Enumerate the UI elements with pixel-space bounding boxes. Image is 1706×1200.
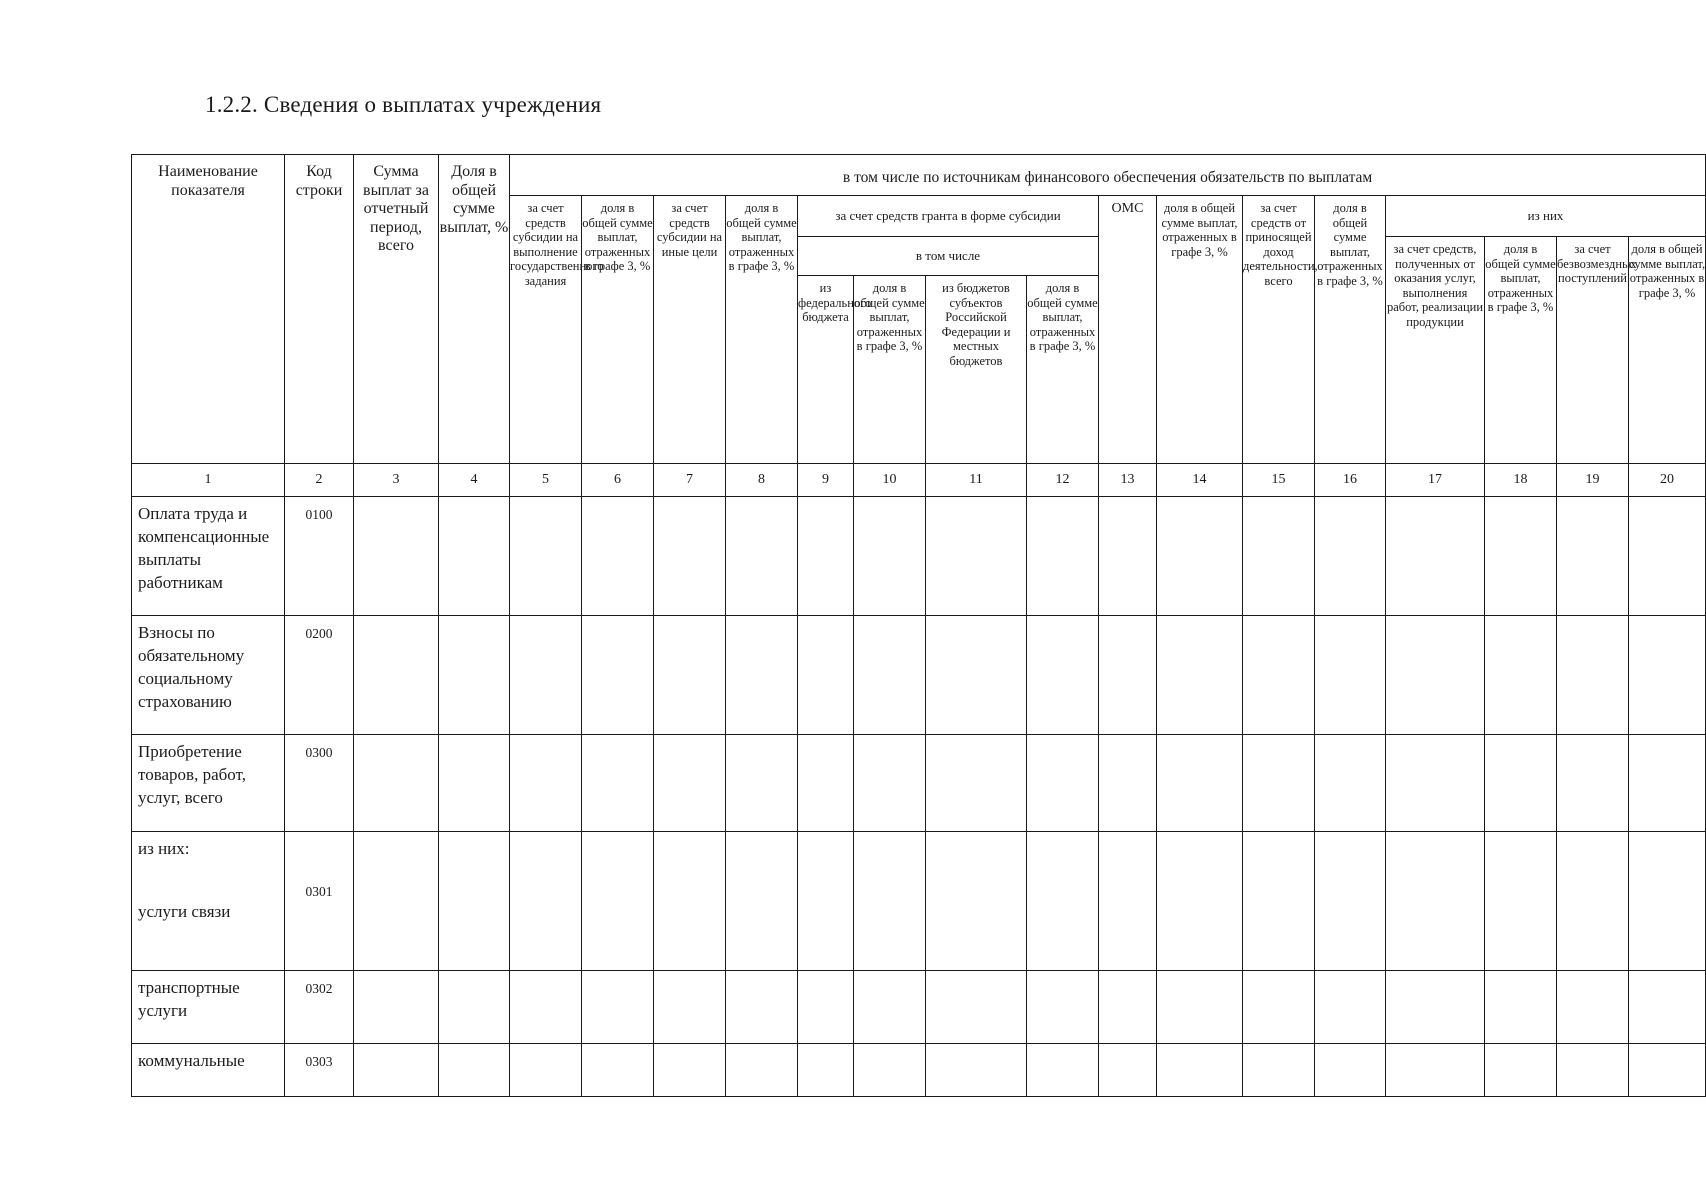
table-row — [132, 971, 1706, 1044]
column-number: 6 — [582, 464, 654, 497]
column-number: 11 — [926, 464, 1027, 497]
column-number: 20 — [1629, 464, 1706, 497]
column-number: 16 — [1315, 464, 1386, 497]
column-number: 19 — [1557, 464, 1629, 497]
column-number: 7 — [654, 464, 726, 497]
row-code: 0100 — [285, 497, 354, 616]
header-col-11: из бюджетов субъектов Российской Федерации и местных бюджетов — [926, 276, 1027, 464]
column-number: 5 — [510, 464, 582, 497]
header-col-14: доля в общей сумме выплат, отраженных в графе 3, % — [1157, 196, 1243, 464]
header-col-5: за счет средств субсидии на выполнение государственного задания — [510, 196, 582, 464]
column-number: 3 — [354, 464, 439, 497]
column-number: 13 — [1099, 464, 1157, 497]
row-code: 0301 — [285, 832, 354, 971]
table-row — [132, 497, 1706, 616]
column-number: 4 — [439, 464, 510, 497]
header-col-19: за счет безвозмездных поступлений — [1557, 237, 1629, 464]
header-col-20: доля в общей сумме выплат, отраженных в графе 3, % — [1629, 237, 1706, 464]
header-sources-group: в том числе по источникам финансового обеспечения обязательств по выплатам — [510, 155, 1706, 196]
row-name: Оплата труда и компенсационные выплаты работникам — [132, 497, 285, 616]
page-title: 1.2.2. Сведения о выплатах учреждения — [205, 92, 602, 117]
header-grant-group: за счет средств гранта в форме субсидии — [798, 196, 1099, 237]
header-of-them: из них — [1386, 196, 1706, 237]
column-number: 10 — [854, 464, 926, 497]
header-col-13: ОМС — [1099, 196, 1157, 464]
column-number: 18 — [1485, 464, 1557, 497]
header-col-15: за счет средств от приносящей доход деятельности, всего — [1243, 196, 1315, 464]
row-name: Взносы по обязательному социальному страхованию — [132, 616, 285, 735]
row-code: 0200 — [285, 616, 354, 735]
row-code: 0300 — [285, 735, 354, 832]
row-name: Приобретение товаров, работ, услуг, всего — [132, 735, 285, 832]
table-row — [132, 735, 1706, 832]
header-col-18: доля в общей сумме выплат, отраженных в графе 3, % — [1485, 237, 1557, 464]
row-code: 0302 — [285, 971, 354, 1044]
row-name-prefix: из них: — [138, 839, 190, 858]
header-col-16: доля в общей сумме выплат, отраженных в графе 3, % — [1315, 196, 1386, 464]
header-col-17: за счет средств, полученных от оказания услуг, выполнения работ, реализации продукции — [1386, 237, 1485, 464]
header-col-8: доля в общей сумме выплат, отраженных в графе 3, % — [726, 196, 798, 464]
row-name: транспортные услуги — [132, 971, 285, 1044]
row-name-text: услуги связи — [138, 901, 231, 921]
header-col-12: доля в общей сумме выплат, отраженных в графе 3, % — [1027, 276, 1099, 464]
header-col-6: доля в общей сумме выплат, отраженных в графе 3, % — [582, 196, 654, 464]
column-number: 17 — [1386, 464, 1485, 497]
header-col-10: доля в общей сумме выплат, отраженных в графе 3, % — [854, 276, 926, 464]
row-name: коммунальные — [132, 1044, 285, 1097]
column-number: 9 — [798, 464, 854, 497]
column-number: 12 — [1027, 464, 1099, 497]
header-col-9: из федерального бюджета — [798, 276, 854, 464]
header-sum-total: Сумма выплат за отчетный период, всего — [354, 155, 439, 464]
column-number: 2 — [285, 464, 354, 497]
row-code: 0303 — [285, 1044, 354, 1097]
column-numbers-row — [132, 464, 1706, 497]
payments-table — [131, 154, 1706, 1097]
column-number: 8 — [726, 464, 798, 497]
table-row — [132, 616, 1706, 735]
header-share-total: Доля в общей сумме выплат, % — [439, 155, 510, 464]
column-number: 14 — [1157, 464, 1243, 497]
table-row — [132, 1044, 1706, 1097]
column-number: 1 — [132, 464, 285, 497]
row-name — [132, 832, 285, 971]
column-number: 15 — [1243, 464, 1315, 497]
header-col-7: за счет средств субсидии на иные цели — [654, 196, 726, 464]
header-code: Код строки — [285, 155, 354, 464]
header-name: Наименование показателя — [132, 155, 285, 464]
table-row — [132, 832, 1706, 971]
header-grant-incl: в том числе — [798, 237, 1099, 276]
